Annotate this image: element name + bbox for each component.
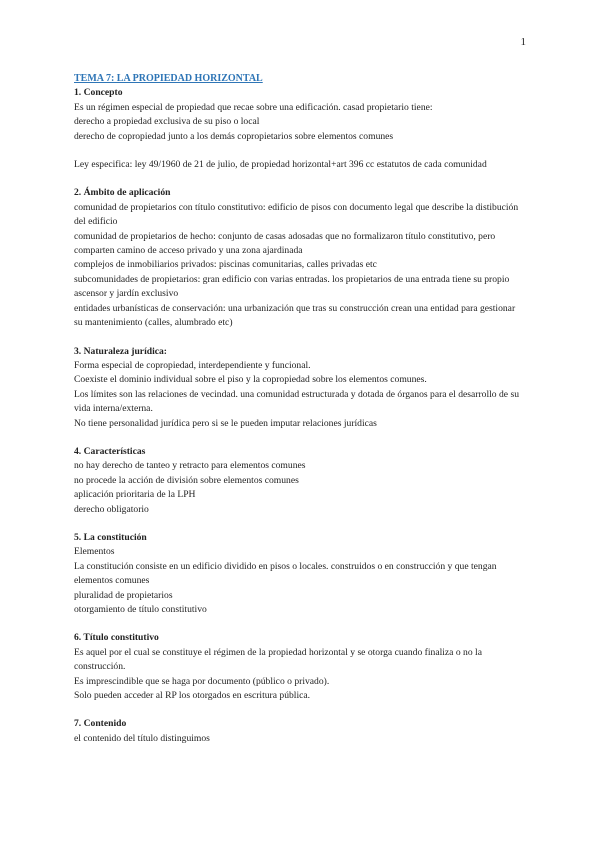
paragraph: comunidad de propietarios con título constitutivo: edificio de pisos con documento legal que describe la distibución del edificio <box>74 201 519 228</box>
document-body <box>74 72 526 746</box>
paragraph: derecho a propiedad exclusiva de su piso o local <box>74 116 260 128</box>
paragraph: Elementos <box>74 546 115 558</box>
section-heading: 5. La constitución <box>74 531 147 543</box>
paragraph: entidades urbanísticas de conservación: una urbanización que tras su construcción crean una entidad para gestionar su mantenimiento (calles, alumbrado etc) <box>74 302 516 329</box>
paragraph: aplicación prioritaria de la LPH <box>74 489 196 501</box>
section-heading: 4. Características <box>74 445 146 457</box>
section-constitucion <box>74 531 526 617</box>
section-heading: 6. Título constitutivo <box>74 632 159 644</box>
paragraph: no procede la acción de división sobre elementos comunes <box>74 474 299 486</box>
section-titulo-constitutivo <box>74 631 526 703</box>
section-heading: 7. Contenido <box>74 718 127 730</box>
paragraph: pluralidad de propietarios <box>74 589 173 601</box>
paragraph: Forma especial de copropiedad, interdependiente y funcional. <box>74 359 311 371</box>
section-contenido <box>74 717 526 746</box>
section-naturaleza <box>74 345 526 431</box>
paragraph: Es un régimen especial de propiedad que recae sobre una edificación. casad propietario tiene: <box>74 101 433 113</box>
paragraph: Coexiste el dominio individual sobre el piso y la copropiedad sobre los elementos comunes. <box>74 374 427 386</box>
paragraph: complejos de inmobiliarios privados: piscinas comunitarias, calles privadas etc <box>74 259 377 271</box>
section-heading: 2. Ámbito de aplicación <box>74 187 171 199</box>
paragraph: Ley especifica: ley 49/1960 de 21 de julio, de propiedad horizontal+art 396 cc estatutos de cada comunidad <box>74 159 487 171</box>
paragraph: no hay derecho de tanteo y retracto para elementos comunes <box>74 460 306 472</box>
document-title: TEMA 7: LA PROPIEDAD HORIZONTAL <box>74 73 263 84</box>
paragraph: otorgamiento de título constitutivo <box>74 604 207 615</box>
paragraph: La constitución consiste en un edificio dividido en pisos o locales. construidos o en construcción y que tengan elementos comunes <box>74 560 497 587</box>
paragraph: Es imprescindible que se haga por documento (público o privado). <box>74 675 330 687</box>
paragraph: Los límites son las relaciones de vecindad. una comunidad estructurada y dotada de órganos para el desarrollo de su vida interna/externa. <box>74 388 519 415</box>
paragraph: No tiene personalidad jurídica pero si se le pueden imputar relaciones jurídicas <box>74 417 377 429</box>
paragraph: derecho de copropiedad junto a los demás copropietarios sobre elementos comunes <box>74 130 394 142</box>
paragraph: el contenido del título distinguimos <box>74 732 210 744</box>
paragraph: derecho obligatorio <box>74 503 149 515</box>
page-number: 1 <box>520 36 526 48</box>
paragraph: comunidad de propietarios de hecho: conjunto de casas adosadas que no formalizaron título constitutivo, pero comparten camino de acceso privado y una zona ajardinada <box>74 230 496 257</box>
paragraph: Solo pueden acceder al RP los otorgados en escritura pública. <box>74 690 311 702</box>
section-heading: 3. Naturaleza jurídica: <box>74 345 167 357</box>
paragraph: subcomunidades de propietarios: gran edificio con varias entradas. los propietarios de una entrada tiene su propio ascensor y jardín exclusivo <box>74 273 510 300</box>
section-heading: 1. Concepto <box>74 87 123 99</box>
paragraph: Es aquel por el cual se constituye el régimen de la propiedad horizontal y se otorga cuando finaliza o no la construcción. <box>74 646 482 673</box>
section-ambito <box>74 186 526 330</box>
section-concepto <box>74 86 526 172</box>
section-caracteristicas <box>74 445 526 517</box>
